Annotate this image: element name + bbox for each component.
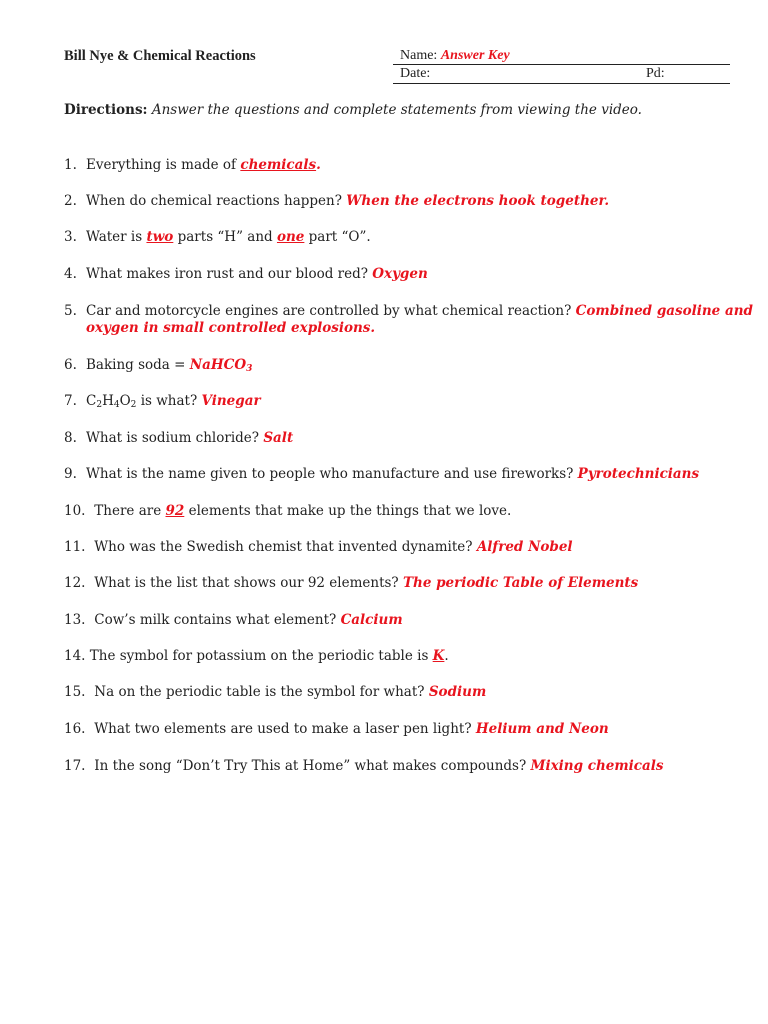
question-text: . <box>444 648 449 664</box>
question-10 <box>64 503 714 520</box>
directions-label: Directions: <box>64 102 148 118</box>
question-2 <box>64 193 714 210</box>
answer: chemicals <box>240 157 317 173</box>
question-5 <box>64 303 753 320</box>
answer: Pyrotechnicians <box>577 466 700 482</box>
question-number: 3. <box>64 229 77 245</box>
answer: Sodium <box>428 684 487 700</box>
question-text: What two elements are used to make a laser pen light? <box>90 721 476 737</box>
question-number: 12. <box>64 575 86 591</box>
answer: K <box>432 648 445 664</box>
question-text: What is sodium chloride? <box>86 430 264 446</box>
period-label: Pd: <box>646 66 665 81</box>
formula-c: C <box>86 393 97 409</box>
question-text: Cow’s milk contains what element? <box>90 612 341 628</box>
question-number: 8. <box>64 430 77 446</box>
formula-o: O <box>119 393 131 409</box>
question-number: 9. <box>64 466 77 482</box>
question-number: 4. <box>64 266 77 282</box>
directions <box>64 102 642 118</box>
answer: one <box>276 229 305 245</box>
name-label: Name: <box>400 48 438 63</box>
date-label: Date: <box>400 66 431 81</box>
question-text: There are <box>90 503 166 519</box>
question-6 <box>64 357 714 378</box>
answer: 92 <box>165 503 185 519</box>
question-8 <box>64 430 714 447</box>
question-number: 6. <box>64 357 77 373</box>
question-text: Who was the Swedish chemist that invented dynamite? <box>90 539 477 555</box>
answer: two <box>146 229 174 245</box>
question-17 <box>64 758 714 775</box>
answer: Combined gasoline and <box>575 303 753 319</box>
question-7 <box>64 393 714 414</box>
question-text: Water is <box>86 229 147 245</box>
answer: NaHCO <box>189 357 247 373</box>
question-text: Car and motorcycle engines are controlled by what chemical reaction? <box>86 303 576 319</box>
answer: Calcium <box>340 612 403 628</box>
question-number: 17. <box>64 758 86 774</box>
question-text: elements that make up the things that we love. <box>184 503 512 519</box>
question-text: When do chemical reactions happen? <box>86 193 347 209</box>
question-text: In the song “Don’t Try This at Home” what makes compounds? <box>90 758 531 774</box>
question-number: 2. <box>64 193 77 209</box>
question-12 <box>64 575 714 592</box>
question-13 <box>64 612 714 629</box>
worksheet-title: Bill Nye & Chemical Reactions <box>64 48 256 64</box>
answer: Alfred Nobel <box>476 539 573 555</box>
question-text: The symbol for potassium on the periodic table is <box>85 648 433 664</box>
question-14 <box>64 648 714 665</box>
question-1 <box>64 157 714 174</box>
answer: Oxygen <box>372 266 428 282</box>
question-3 <box>64 229 714 246</box>
answer: Salt <box>263 430 294 446</box>
directions-text: Answer the questions and complete statements from viewing the video. <box>147 102 642 118</box>
question-16 <box>64 721 714 738</box>
question-number: 1. <box>64 157 77 173</box>
question-text: parts “H” and <box>173 229 277 245</box>
formula-subscript: 2 <box>96 400 103 410</box>
question-15 <box>64 684 714 701</box>
question-text: Baking soda = <box>86 357 190 373</box>
question-text: part “O”. <box>304 229 371 245</box>
question-text: Na on the periodic table is the symbol for what? <box>90 684 429 700</box>
name-underline <box>393 64 730 65</box>
answer: The periodic Table of Elements <box>402 575 639 591</box>
question-text: What is the name given to people who manufacture and use fireworks? <box>86 466 578 482</box>
date-underline <box>393 83 730 84</box>
question-text: What makes iron rust and our blood red? <box>86 266 373 282</box>
formula-subscript: 2 <box>130 400 137 410</box>
question-number: 13. <box>64 612 86 628</box>
question-text: What is the list that shows our 92 elements? <box>90 575 403 591</box>
question-number: 15. <box>64 684 86 700</box>
formula-subscript: 4 <box>113 400 120 410</box>
question-text: is what? <box>136 393 202 409</box>
answer-punct: . <box>316 157 321 173</box>
question-text: Everything is made of <box>86 157 241 173</box>
name-field <box>400 48 510 64</box>
name-value: Answer Key <box>440 48 510 63</box>
answer: oxygen in small controlled explosions. <box>86 320 376 336</box>
answer: Mixing chemicals <box>530 758 664 774</box>
question-4 <box>64 266 714 283</box>
question-11 <box>64 539 714 556</box>
formula-h: H <box>102 393 114 409</box>
answer: When the electrons hook together. <box>346 193 610 209</box>
question-number: 10. <box>64 503 86 519</box>
question-number: 7. <box>64 393 77 409</box>
answer: Vinegar <box>201 393 261 409</box>
answer-subscript: 3 <box>246 364 253 374</box>
question-9 <box>64 466 714 483</box>
question-number: 5. <box>64 303 77 319</box>
question-number: 16. <box>64 721 86 737</box>
question-number: 11. <box>64 539 86 555</box>
question-number: 14. <box>64 648 86 664</box>
question-5-continued <box>86 320 375 337</box>
answer: Helium and Neon <box>475 721 609 737</box>
